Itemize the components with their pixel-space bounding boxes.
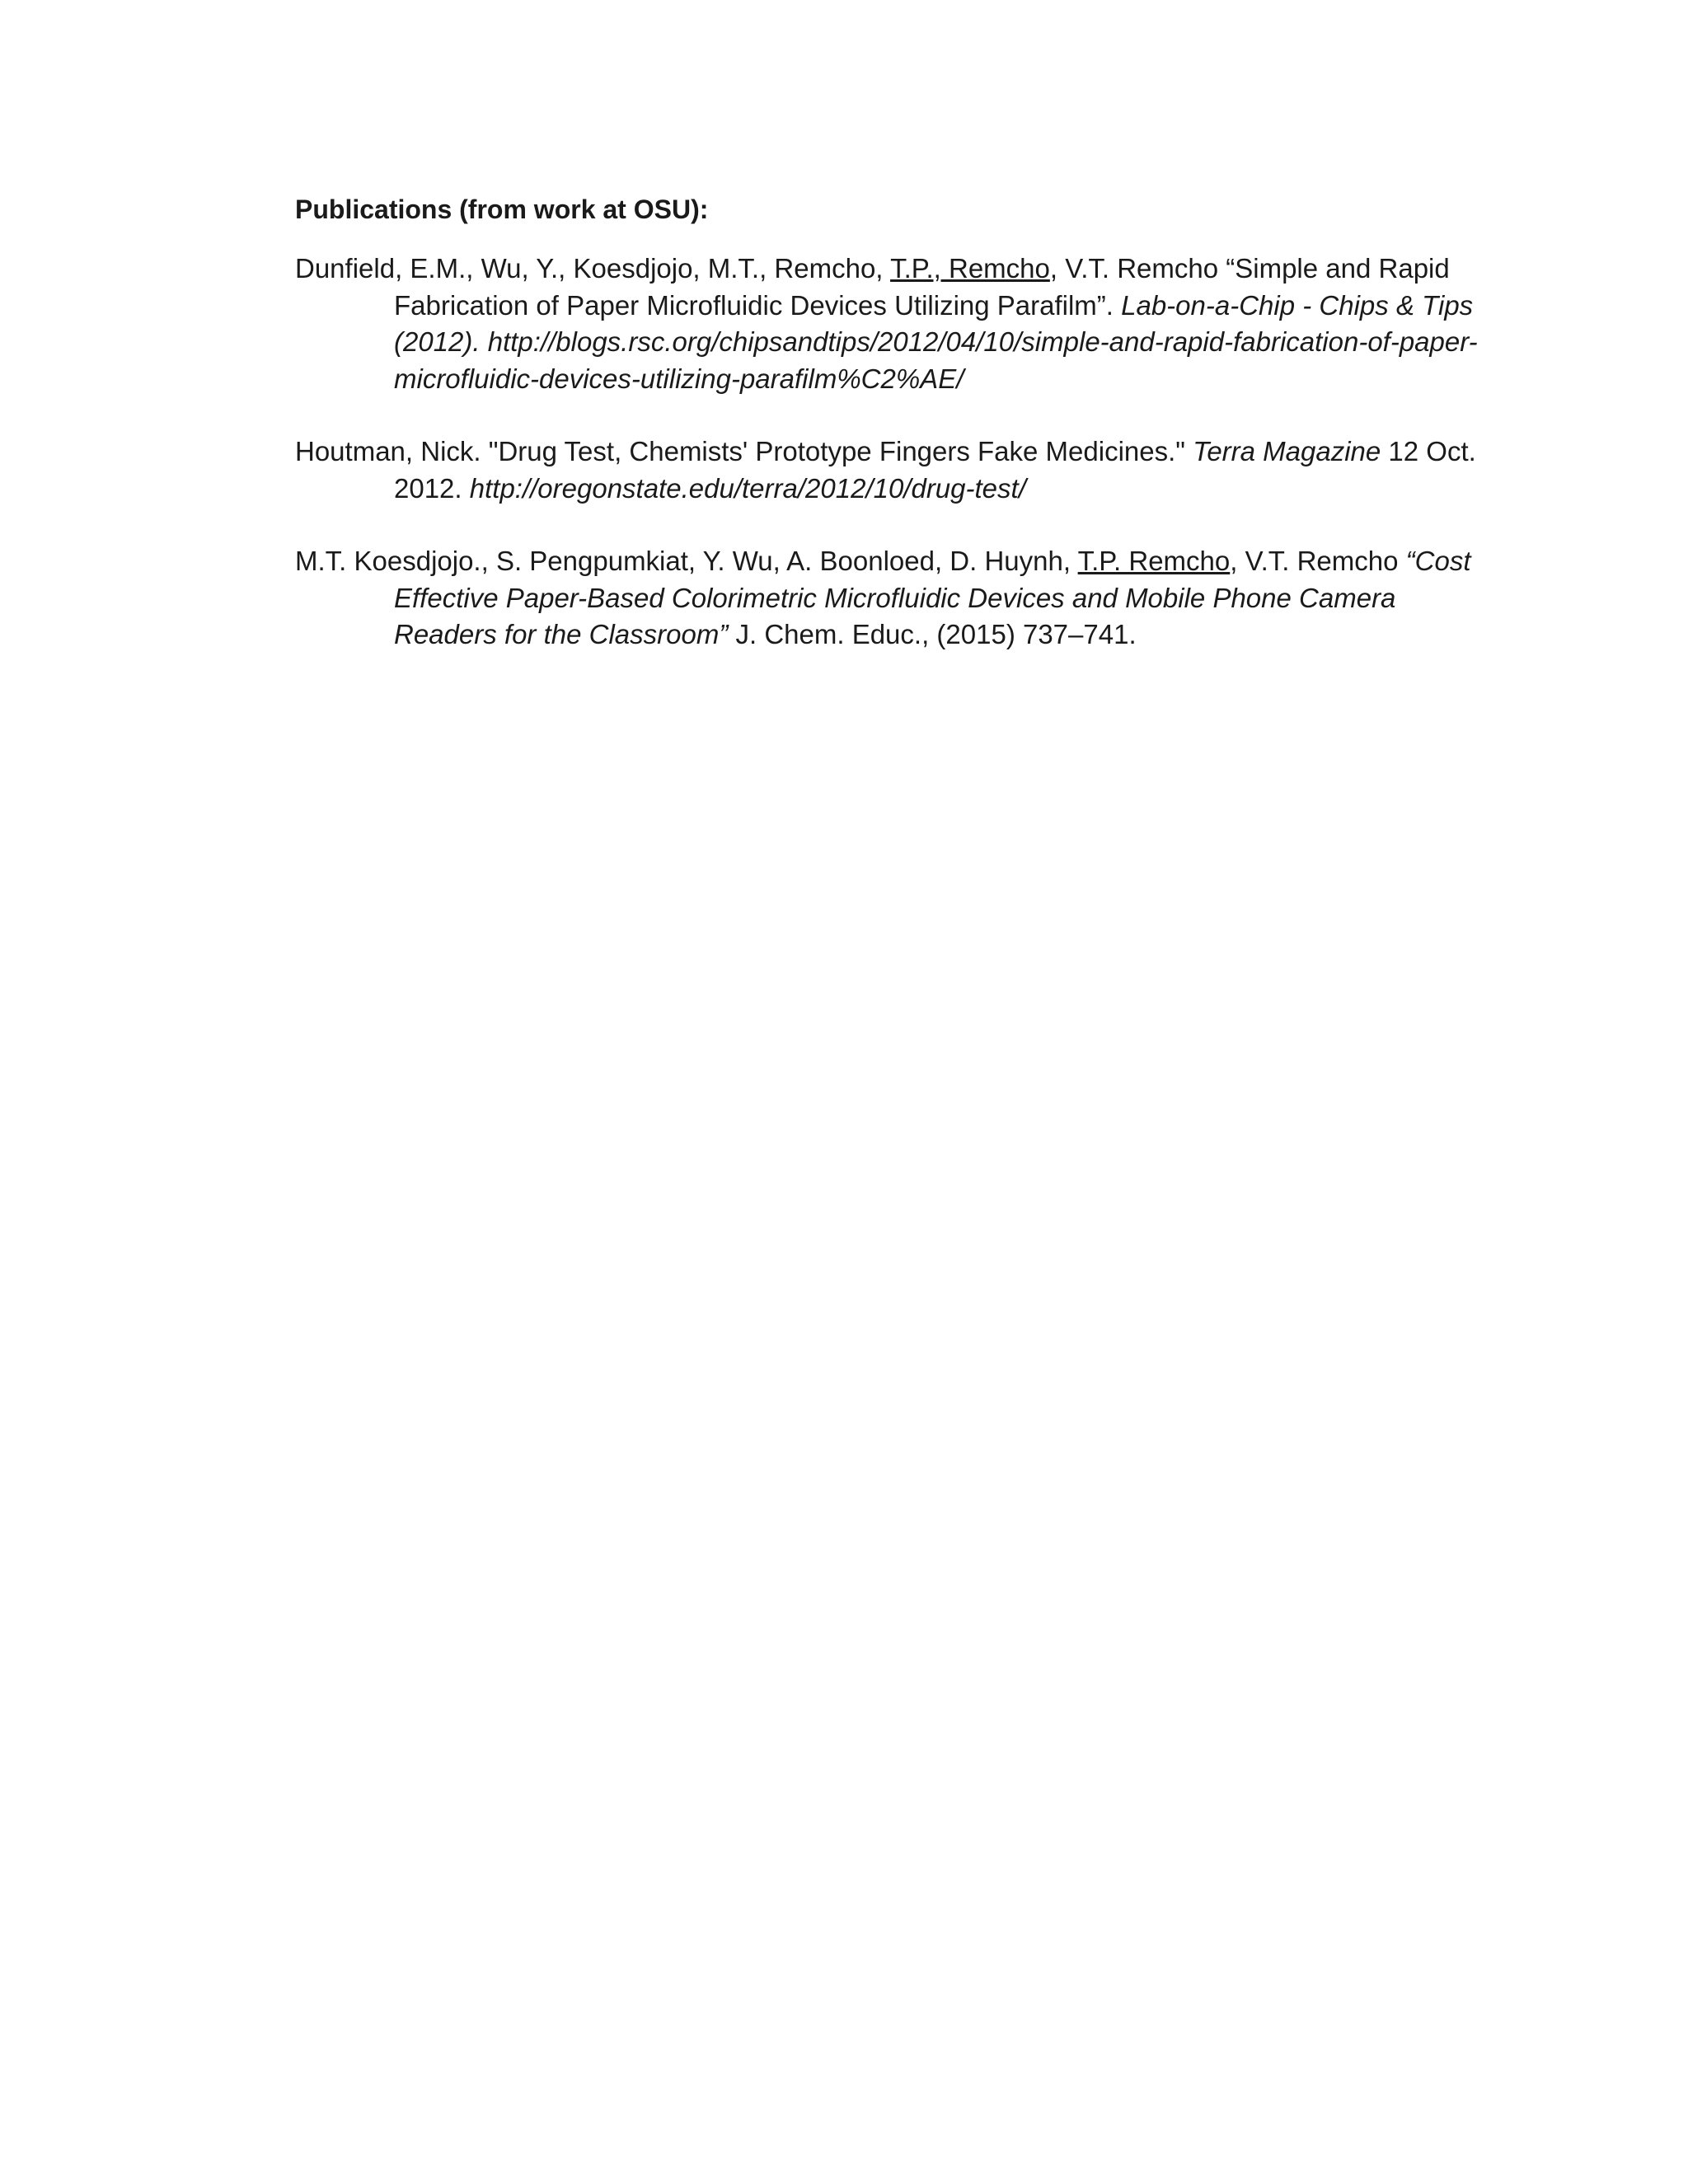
reference-koesdjojo-2015 — [295, 543, 1482, 654]
ref1-title: “Simple and Rapid Fabrication of Paper Microfluidic Devices Utilizing Parafilm”. — [394, 253, 1450, 321]
ref3-title: “Cost Effective Paper-Based Colorimetric Microfluidic Devices and Mobile Phone Camera Readers for the Classroom” — [394, 546, 1471, 649]
ref2-text: Houtman, Nick. "Drug Test, Chemists' Prototype Fingers Fake Medicines." — [295, 436, 1193, 466]
ref3-underlined-author: T.P. Remcho — [1077, 546, 1231, 576]
ref2-url-link[interactable]: http://oregonstate.edu/terra/2012/10/drug-test/ — [469, 472, 1026, 504]
ref1-authors-after: , V.T. Remcho — [1049, 253, 1226, 284]
ref2-source: Terra Magazine — [1193, 436, 1381, 466]
ref1-authors: Dunfield, E.M., Wu, Y., Koesdjojo, M.T., Remcho, — [295, 253, 891, 284]
reference-houtman-2012 — [295, 434, 1482, 507]
document-page — [295, 191, 1482, 690]
ref1-source: Lab-on-a-Chip - Chips & Tips (2012). — [394, 289, 1474, 357]
ref2-date: 12 Oct. 2012. — [394, 436, 1476, 504]
ref3-journal: J. Chem. Educ., (2015) 737–741. — [728, 619, 1137, 649]
section-heading: Publications (from work at OSU): — [295, 194, 709, 224]
ref1-url-link[interactable]: http://blogs.rsc.org/chipsandtips/2012/04/10/simple-and-rapid-fabrication-of-paper-microfluidic-devices-utilizing-parafilm%C2%AE/ — [394, 326, 1478, 394]
ref3-authors: M.T. Koesdjojo., S. Pengpumkiat, Y. Wu, A. Boonloed, D. Huynh, — [295, 546, 1078, 576]
reference-dunfield-2012 — [295, 251, 1482, 397]
ref3-authors-after: , V.T. Remcho — [1230, 546, 1406, 576]
ref1-underlined-author: T.P., Remcho — [890, 253, 1050, 284]
